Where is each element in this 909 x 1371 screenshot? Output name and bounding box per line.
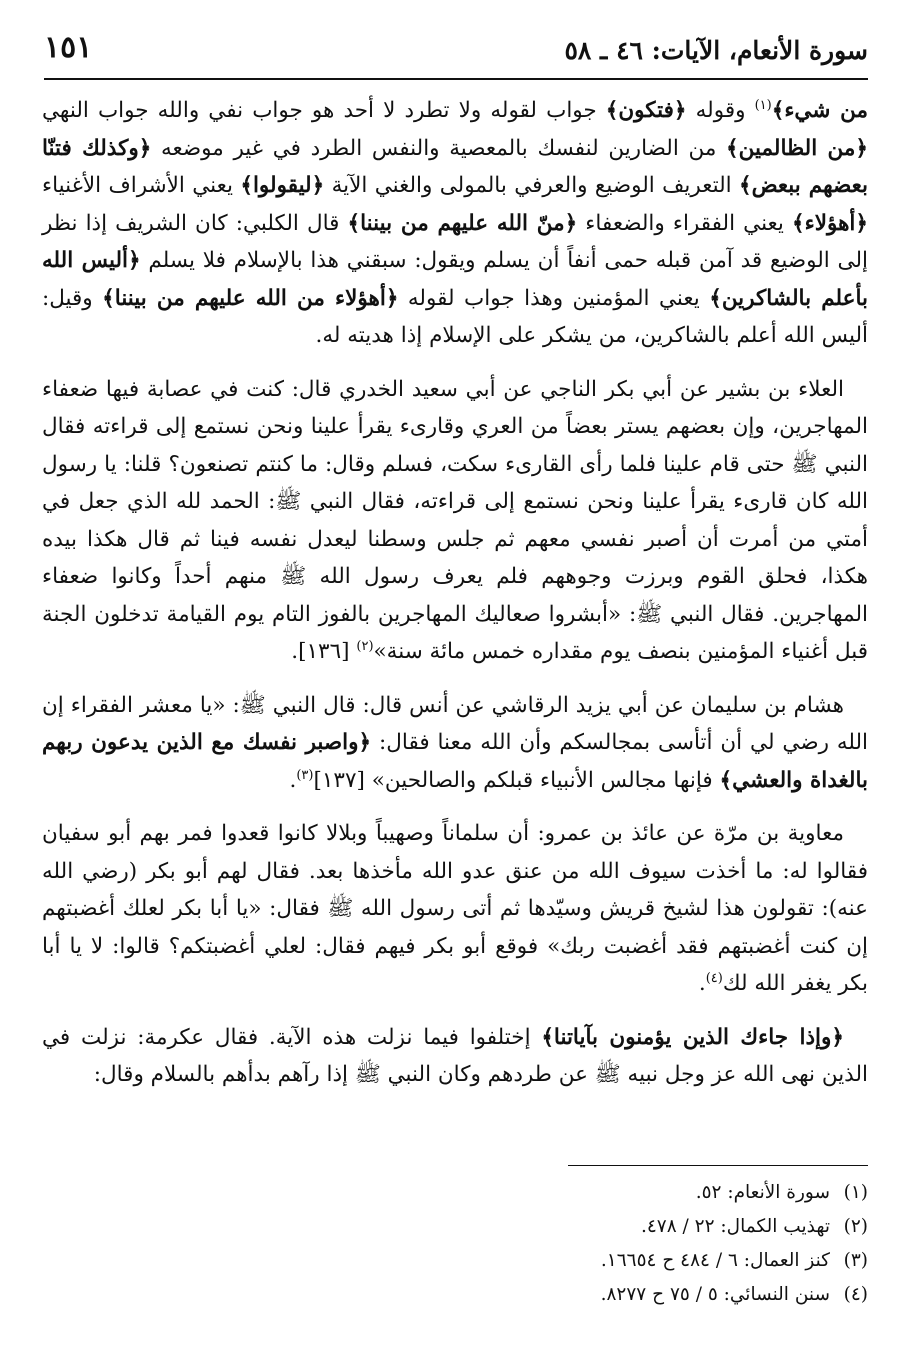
text-segment: من الضارين لنفسك بالمعصية والنفس الطرد في غير موضعه xyxy=(151,135,727,161)
paragraph-p3 xyxy=(42,687,868,800)
quran-quote: ﴿أهؤلاء من الله عليهم من بيننا﴾ xyxy=(102,285,399,311)
footnote-item xyxy=(440,1176,868,1210)
text-segment: معاوية بن مرّة عن عائذ بن عمرو: أن سلماناً وصهيباً وبلالا كانوا قعدوا فمر بهم أبو سفيان فقالوا له: ما أخذت سيوف الله من عنق عدو الله مأخذها بعد. فقال لهم أبو بكر (رضي الله عنه): تقولون هذا لشيخ قريش وسيّدها ثم أتى رسول الله ﷺ فقال: «يا أبا بكر لعلك أغضبتهم إن كنت أغضبتهم فقد أغضبت ربك» فوقع أبو بكر فيهم فقال: لعلي أغضبتكم؟ قالوا: لا يا أبا بكر يغفر الله لك xyxy=(42,821,868,996)
text-segment: فإنها مجالس الأنبياء قبلكم والصالحين» [١٣٧] xyxy=(313,767,720,793)
text-segment: التعريف الوضيع والعرفي بالمولى والغني الآية xyxy=(324,173,739,198)
quran-quote: ﴿منّ الله عليهم من بيننا﴾ xyxy=(347,210,578,236)
surah-title: سورة الأنعام، الآيات: ٤٦ ـ ٥٨ xyxy=(564,36,868,65)
text-segment: هشام بن سليمان عن أبي يزيد الرقاشي عن أنس قال: قال النبي ﷺ: «يا معشر الفقراء إن الله رضي لي أن أتأسى بمجالسكم وأن الله معنا فقال: xyxy=(42,692,869,755)
text-segment: يعني الفقراء والضعفاء xyxy=(577,210,792,236)
footnote-number: (٣) xyxy=(843,1250,868,1271)
footnote-ref: (١) xyxy=(754,97,772,113)
footnote-ref: (٢) xyxy=(356,638,374,654)
paragraph-p1 xyxy=(42,92,868,355)
footnote-ref: (٣) xyxy=(296,767,314,783)
footnote-text: تهذيب الكمال: ٢٢ / ٤٧٨. xyxy=(640,1216,830,1237)
quran-quote: ﴿فتكون﴾ xyxy=(605,98,687,123)
text-segment: قال الكلبي: كان الشريف إذا نظر إلى الوضيع قد آمن قبله حمى أنفاً أن يسلم ويقول: سبقني هذا بالإسلام فلا يسلم xyxy=(42,210,868,273)
text-segment: إختلفوا فيما نزلت هذه الآية. فقال عكرمة: نزلت في الذين نهى الله عز وجل نبيه ﷺ عن طردهم وكان النبي ﷺ إذا رآهم بدأهم بالسلام وقال: xyxy=(42,1024,868,1087)
header-divider xyxy=(44,78,868,80)
footnotes-list xyxy=(440,1176,868,1312)
paragraph-p5 xyxy=(42,1019,868,1094)
footnote-text: سنن النسائي: ٥ / ٧٥ ح ٨٢٧٧. xyxy=(600,1284,830,1305)
text-segment: العلاء بن بشير عن أبي بكر الناجي عن أبي سعيد الخدري قال: كنت في عصابة فيها ضعفاء المهاجرين، وإن بعضهم يستر بعضاً من العري وقارىء يقرأ علينا ونحن نستمع إلى قراءته فقال النبي ﷺ حتى قام علينا فلما رأى القارىء سكت، فسلم وقال: ما كنتم تصنعون؟ قلنا: يا رسول الله كان قارىء يقرأ علينا ونحن نستمع إلى قراءته، فقال النبي ﷺ: الحمد لله الذي جعل في أمتي من أمرت أن أصبر نفسي معهم ثم جلس وسطنا ليعدل نفسه فينا ثم قال هكذا بيده هكذا، فحلق القوم وبرزت وجوههم فلم يعرف رسول الله ﷺ منهم أحداً وكانوا ضعفاء المهاجرين. فقال النبي ﷺ: «أبشروا صعاليك المهاجرين بالفوز التام يوم القيامة تدخلون الجنة قبل أغنياء المؤمنين بنصف يوم مقداره خمس مائة سنة» xyxy=(42,376,868,664)
text-segment: . xyxy=(698,971,706,996)
footnote-text: سورة الأنعام: ٥٢. xyxy=(695,1182,830,1203)
footnote-divider xyxy=(568,1165,868,1166)
page-number: ١٥١ xyxy=(44,30,93,65)
quran-quote: ﴿أهؤلاء﴾ xyxy=(792,210,868,236)
footnote-item xyxy=(440,1210,868,1244)
text-segment: وقيل: أليس الله أعلم بالشاكرين، من يشكر على الإسلام إذا هديته له. xyxy=(42,285,868,348)
page-header xyxy=(44,30,868,74)
quran-quote: ﴿واصبر نفسك مع الذين يدعون ربهم بالغداة والعشي﴾ xyxy=(42,730,868,793)
footnote-item xyxy=(440,1278,868,1312)
quran-quote: ﴿وكذلك فتنّا بعضهم ببعض﴾ xyxy=(42,135,868,198)
text-segment: يعني المؤمنين وهذا جواب لقوله xyxy=(398,285,710,311)
footnote-number: (١) xyxy=(843,1182,868,1203)
footnote-ref: (٤) xyxy=(705,970,723,986)
text-segment: . xyxy=(289,767,297,793)
text-segment: وقوله xyxy=(686,98,755,123)
quran-quote: ﴿ليقولوا﴾ xyxy=(240,173,325,198)
footnote-number: (٤) xyxy=(843,1284,868,1305)
footnote-number: (٢) xyxy=(843,1216,868,1237)
paragraph-p4 xyxy=(42,815,868,1003)
quran-quote: ﴿أليس الله بأعلم بالشاكرين﴾ xyxy=(42,248,869,311)
commentary-body xyxy=(42,92,868,1110)
text-segment: جواب لقوله ولا تطرد لا أحد هو جواب نفي والله جواب النهي xyxy=(42,98,606,123)
footnote-item xyxy=(440,1244,868,1278)
quran-quote: من شيء﴾ xyxy=(771,98,868,123)
quran-quote: ﴿من الظالمين﴾ xyxy=(726,135,868,161)
paragraph-p2 xyxy=(42,371,868,671)
footnote-text: كنز العمال: ٦ / ٤٨٤ ح ١٦٦٥٤. xyxy=(600,1250,830,1271)
text-segment: يعني الأشراف الأغنياء xyxy=(42,173,241,198)
text-segment: [١٣٦]. xyxy=(291,639,357,664)
quran-quote: ﴿وإذا جاءك الذين يؤمنون بآياتنا﴾ xyxy=(541,1024,844,1050)
